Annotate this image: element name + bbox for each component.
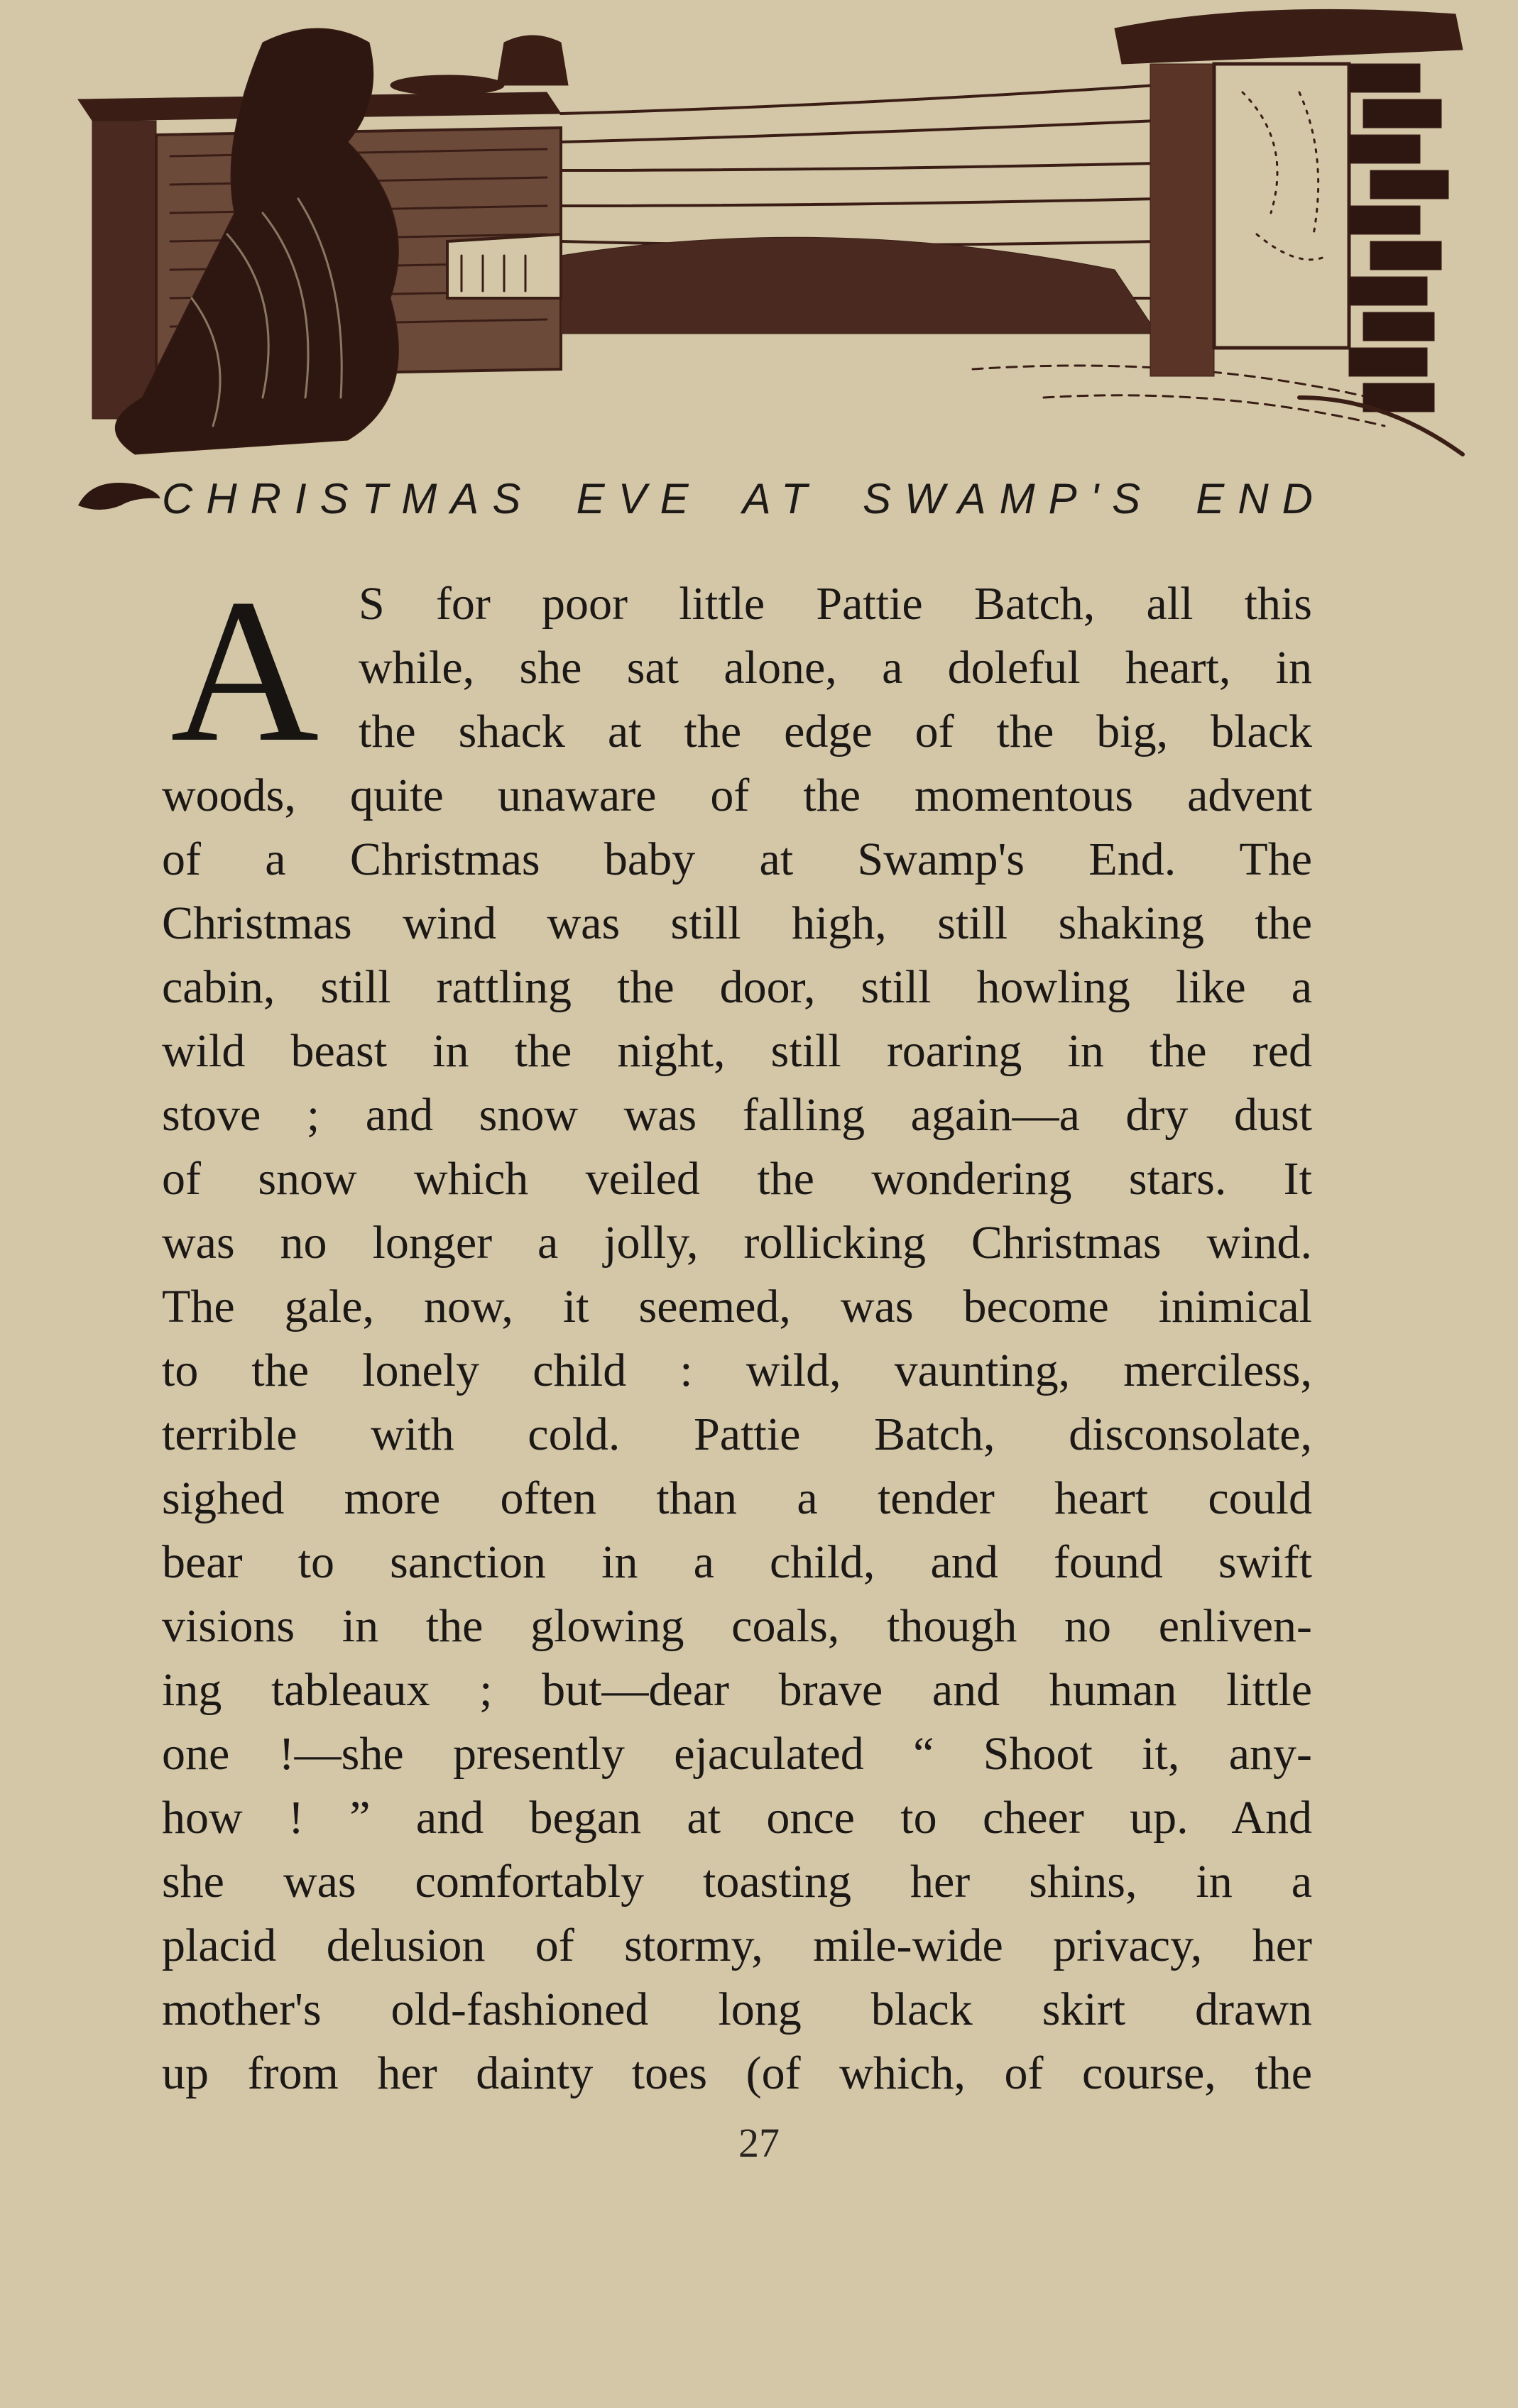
text-line: placid delusion of stormy, mile-wide privacy, her [162,1920,1312,1971]
text-line: visions in the glowing coals, though no enliven- [162,1600,1312,1652]
text-line: The gale, now, it seemed, was become inimical [162,1281,1312,1332]
text-line: ing tableaux ; but—dear brave and human little [162,1664,1312,1716]
text-line: up from her dainty toes (of which, of course, the [162,2047,1312,2099]
text-line: terrible with cold. Pattie Batch, disconsolate, [162,1408,1312,1460]
text-line: was no longer a jolly, rollicking Christmas wind. [162,1217,1312,1269]
text-line: of a Christmas baby at Swamp's End. The [162,833,1312,885]
chapter-title: CHRISTMAS EVE AT SWAMP'S END [162,475,1326,522]
title-flourish-ornament [71,470,163,520]
text-line: she was comfortably toasting her shins, in a [162,1856,1312,1908]
text-line: the shack at the edge of the big, black [359,706,1312,757]
text-line: sighed more often than a tender heart could [162,1472,1312,1524]
body-paragraph [162,557,1312,2106]
text-line: wild beast in the night, still roaring in the red [162,1025,1312,1077]
page-number: 27 [738,2120,780,2166]
text-line: mother's old-fashioned long black skirt drawn [162,1983,1312,2035]
text-line: bear to sanction in a child, and found swift [162,1536,1312,1588]
text-line: woods, quite unaware of the momentous advent [162,770,1312,821]
text-line: S for poor little Pattie Batch, all this [359,578,1312,630]
drop-cap: A [170,557,320,784]
headpiece-illustration [50,0,1477,490]
text-line: one !—she presently ejaculated “ Shoot it, any- [162,1728,1312,1780]
text-line: how ! ” and began at once to cheer up. And [162,1792,1312,1844]
text-line: to the lonely child : wild, vaunting, merciless, [162,1345,1312,1396]
text-line: Christmas wind was still high, still shaking the [162,897,1312,949]
text-line: of snow which veiled the wondering stars. It [162,1153,1312,1205]
text-line: stove ; and snow was falling again—a dry dust [162,1089,1312,1141]
text-line: while, she sat alone, a doleful heart, in [359,642,1312,694]
text-line: cabin, still rattling the door, still howling like a [162,961,1312,1013]
